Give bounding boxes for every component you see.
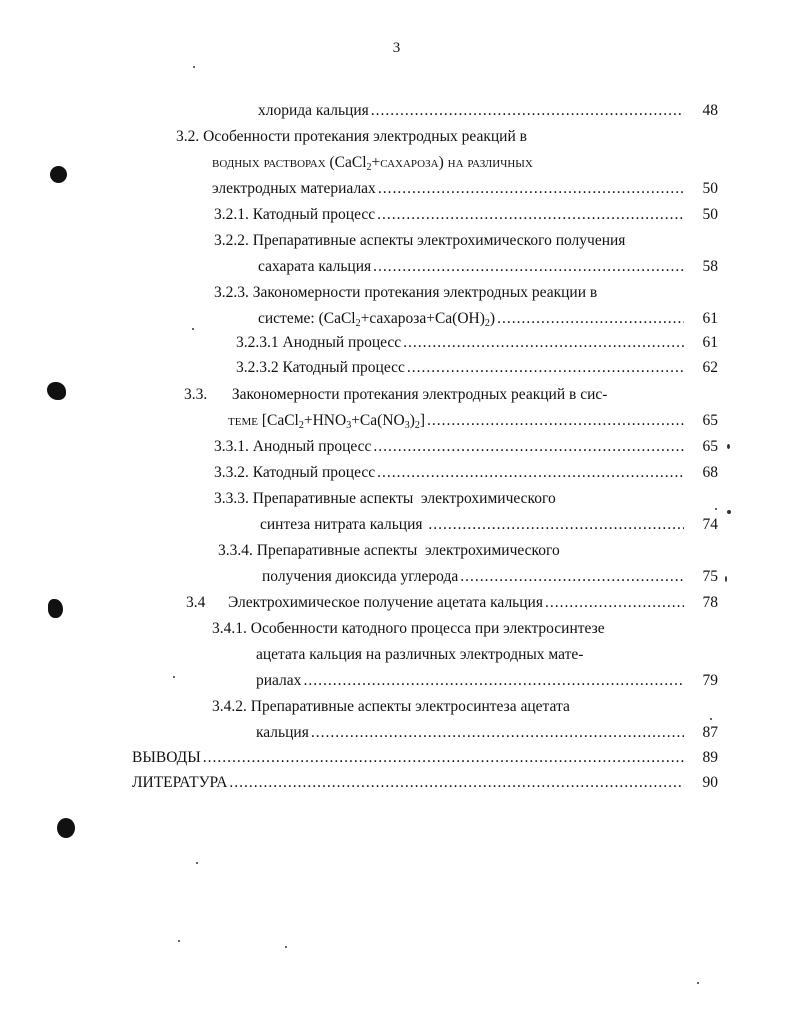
formula-subscript: 2 (484, 318, 490, 329)
toc-entry (258, 99, 686, 123)
toc-entry (256, 721, 686, 745)
toc-entry-title: 3.3.4. Препаративные аспекты электрохимического (218, 542, 560, 559)
toc-entry (214, 435, 686, 459)
formula-subscript: 3 (346, 420, 352, 431)
toc-entry-title: 3.3.2. Катодный процесс (214, 464, 376, 481)
toc-page-ref: 75 (702, 568, 718, 585)
formula: (CaCl (329, 154, 367, 171)
toc-entry-title: +сахароза+Ca(OH) (360, 310, 485, 327)
formula: +HNO (303, 412, 347, 429)
toc-entry-title: теме (228, 412, 258, 429)
scan-speck (725, 576, 727, 582)
toc-page-ref: 68 (702, 464, 718, 481)
toc-entry (236, 356, 686, 380)
toc-entry (214, 281, 597, 305)
toc-entry-title: 3.4.1. Особенности катодного процесса при электросинтезе (212, 620, 605, 637)
toc-entry-title: 3.2.3.1 Анодный процесс (236, 334, 402, 351)
toc-page-ref: 62 (702, 359, 718, 376)
toc-entry-title: 3.2.3.2 Катодный процесс (236, 359, 405, 376)
toc-entry-title: 3.3.3. Препаративные аспекты электрохимического (214, 490, 556, 507)
toc-page-ref: 65 (702, 412, 718, 429)
toc-entry-title: 3.3.1. Анодный процесс (214, 438, 372, 455)
toc-entry (184, 383, 607, 407)
toc-entry (228, 409, 686, 433)
toc-page-ref: 78 (702, 594, 718, 611)
formula-subscript: 2 (414, 420, 420, 431)
formula: ] (419, 412, 426, 429)
toc-page-ref: 87 (702, 724, 718, 741)
punch-hole-mark (50, 166, 67, 183)
toc-entry (214, 203, 686, 227)
scan-speck (178, 940, 180, 942)
toc-entry-title: кальция (256, 724, 309, 741)
toc-entry (258, 307, 686, 331)
scan-speck (193, 66, 195, 68)
punch-hole-mark (47, 382, 66, 400)
scan-speck (710, 718, 712, 720)
toc-entry (260, 513, 686, 537)
toc-entry-title: на различных (447, 154, 533, 171)
toc-entry (132, 746, 686, 770)
toc-page-ref: 79 (702, 672, 718, 689)
toc-page-ref: 61 (702, 310, 718, 327)
toc-entry (256, 643, 583, 667)
toc-entry-title: водных растворах (212, 154, 326, 171)
toc-entry (214, 229, 625, 253)
toc-entry-title: ) (489, 310, 496, 327)
toc-entry (212, 177, 686, 201)
toc-entry-number: 3.3. (184, 386, 208, 403)
toc-entry (212, 695, 570, 719)
toc-page-ref: 50 (702, 180, 718, 197)
toc-entry (176, 125, 527, 149)
formula-subscript: 2 (366, 162, 372, 173)
toc-entry-title: Электрохимическое получение ацетата кальция (228, 594, 543, 611)
scan-speck (285, 946, 287, 948)
scan-speck (715, 508, 717, 510)
toc-entry-title: системе: (CaCl (258, 310, 356, 327)
toc-entry (214, 487, 556, 511)
toc-entry-title: ВЫВОДЫ (132, 749, 201, 766)
toc-entry-title: ЛИТЕРАТУРА (132, 774, 228, 791)
toc-entry-title: 3.2.1. Катодный процесс (214, 206, 376, 223)
formula-subscript: 2 (355, 318, 361, 329)
toc-entry (212, 617, 605, 641)
toc-page-ref: 65 (702, 438, 718, 455)
formula: ) (409, 412, 415, 429)
scan-speck (173, 676, 175, 678)
scan-speck (196, 862, 198, 864)
punch-hole-mark (57, 818, 75, 838)
punch-hole-mark (48, 599, 63, 618)
toc-entry-title: сахарата кальция (258, 258, 372, 275)
toc-entry (256, 669, 686, 693)
toc-entry-title: получения диоксида углерода (262, 568, 459, 585)
toc-page-ref: 90 (702, 774, 718, 791)
toc-entry-title: хлорида кальция (258, 102, 369, 119)
scan-speck (192, 328, 194, 330)
toc-entry-title: риалах (256, 672, 302, 689)
toc-entry-title: ацетата кальция на различных электродных мате- (256, 646, 584, 663)
toc-entry (262, 565, 686, 589)
toc-page-ref: 50 (702, 206, 718, 223)
toc-entry-title: электродных материалах (212, 180, 376, 197)
toc-entry-title: 3.4.2. Препаративные аспекты электросинтеза ацетата (212, 698, 570, 715)
toc-page-ref: 74 (702, 516, 718, 533)
toc-entry-title: сахароза (380, 154, 439, 171)
toc-entry-title: 3.2.3. Закономерности протекания электродных реакции в (214, 284, 598, 301)
toc-entry-number: 3.2. (176, 128, 200, 145)
scan-speck (727, 444, 730, 449)
toc-entry (214, 461, 686, 485)
toc-entry (258, 255, 686, 279)
scan-speck (727, 510, 731, 514)
toc-entry (212, 151, 533, 175)
toc-entry-title: 3.2.2. Препаративные аспекты электрохимического получения (214, 232, 626, 249)
toc-entry (236, 331, 686, 355)
toc-entry-title: Особенности протекания электродных реакций в (203, 128, 527, 145)
formula: +Ca(NO (351, 412, 405, 429)
toc-page-ref: 89 (702, 749, 718, 766)
toc-page-ref: 61 (702, 334, 718, 351)
toc-entry-title: Закономерности протекания электродных реакций в сис- (231, 386, 608, 403)
formula-subscript: 3 (404, 420, 410, 431)
toc-entry-title: синтеза нитрата кальция (260, 516, 427, 533)
toc-entry (132, 771, 686, 795)
formula: [CaCl (261, 412, 299, 429)
toc-entry (218, 539, 560, 563)
page-number: 3 (392, 40, 401, 56)
toc-page-ref: 48 (702, 102, 718, 119)
toc-page-ref: 58 (702, 258, 718, 275)
formula: ) (438, 154, 444, 171)
toc-entry-number: 3.4 (186, 594, 206, 611)
formula-subscript: 2 (298, 420, 304, 431)
scan-speck (697, 982, 699, 984)
toc-entry (186, 591, 686, 615)
formula: + (371, 154, 381, 171)
